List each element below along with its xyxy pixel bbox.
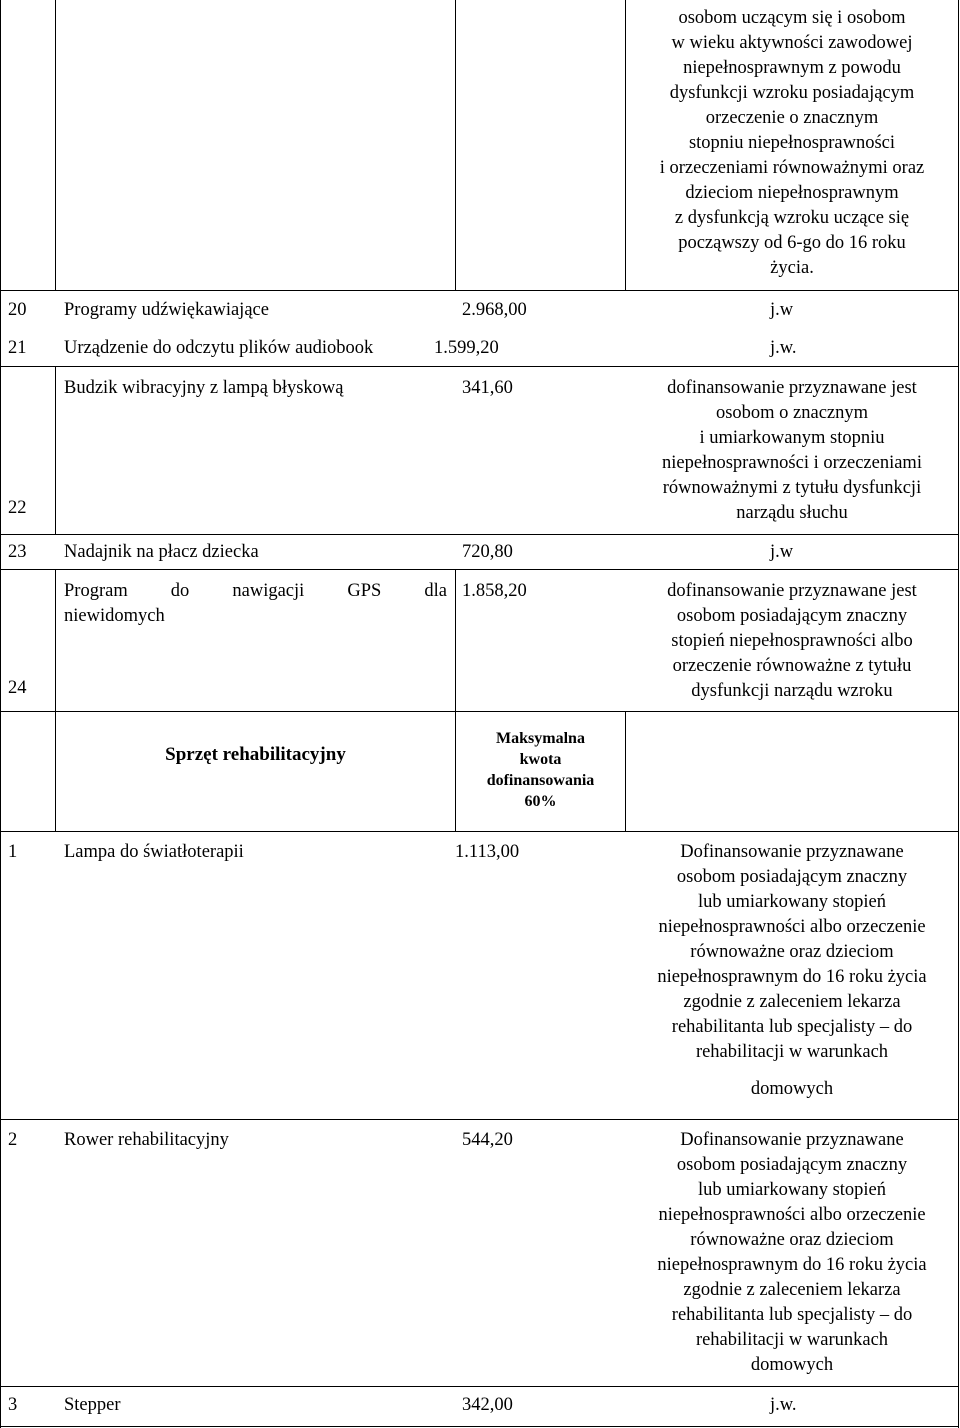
rehab-3-note: j.w. <box>770 1395 797 1415</box>
text-line: stopień niepełnosprawności albo <box>671 631 913 651</box>
text-line: począwszy od 6-go do 16 roku <box>678 233 906 253</box>
row-21-note: j.w. <box>770 338 797 358</box>
row-24-number: 24 <box>8 678 27 698</box>
text-line: osobom posiadającym znaczny <box>676 606 908 626</box>
text-line: Dofinansowanie przyznawane <box>680 1130 904 1150</box>
col-num-divider-top <box>55 0 56 290</box>
row-23-number: 23 <box>8 542 27 562</box>
text-line: lub umiarkowany stopień <box>697 1180 887 1200</box>
rehab-3-amount: 342,00 <box>462 1395 513 1415</box>
rehab-1-amount: 1.113,00 <box>455 842 520 862</box>
row-19-description <box>628 6 956 281</box>
col-name-divider-top <box>455 0 456 290</box>
rehab-1-number: 1 <box>8 842 18 862</box>
row-divider-24 <box>0 711 959 712</box>
col-num-divider-22 <box>55 366 56 534</box>
text-line: rehabilitacji w warunkach <box>695 1330 889 1350</box>
row-24-name-line1: Program do nawigacji GPS dla <box>64 581 447 601</box>
text-line: rehabilitanta lub specjalisty – do <box>671 1305 913 1325</box>
rehab-3-number: 3 <box>8 1395 18 1415</box>
rehab-2-number: 2 <box>8 1130 18 1150</box>
text-line: osobom o znacznym <box>715 403 869 423</box>
text-line: osobom uczącym się i osobom <box>678 8 906 28</box>
row-20-amount: 2.968,00 <box>462 300 527 320</box>
table-left-border <box>0 0 1 1428</box>
text-line: zgodnie z zaleceniem lekarza <box>683 1280 901 1300</box>
row-22-number: 22 <box>8 498 27 518</box>
row-24-description <box>628 579 956 704</box>
row-divider-23 <box>0 569 959 570</box>
table-bottom-border <box>0 1426 959 1427</box>
row-20-name: Programy udźwiękawiające <box>64 300 269 320</box>
text-line: dysfunkcji wzroku posiadającym <box>669 83 915 103</box>
row-21-number: 21 <box>8 338 27 358</box>
text-line: narządu słuchu <box>736 503 848 523</box>
text-line: orzeczenie równoważne z tytułu <box>672 656 912 676</box>
section-header-divider <box>0 831 959 832</box>
text-line: domowych <box>750 1355 834 1375</box>
table-right-border <box>958 0 959 1428</box>
row-23-amount: 720,80 <box>462 542 513 562</box>
text-line: dzieciom niepełnosprawnym <box>685 183 899 203</box>
row-divider-22 <box>0 534 959 535</box>
max-amount-header <box>456 728 625 812</box>
row-23-name: Nadajnik na płacz dziecka <box>64 542 259 562</box>
row-22-name: Budzik wibracyjny z lampą błyskową <box>64 378 344 398</box>
text-line: dofinansowanie przyznawane jest <box>667 378 917 398</box>
text-line: równoważne oraz dzieciom <box>690 1230 894 1250</box>
row-22-description <box>628 376 956 526</box>
text-line: rehabilitanta lub specjalisty – do <box>671 1017 913 1037</box>
text-line: rehabilitacji w warunkach <box>695 1042 889 1062</box>
rehab-row-divider-1 <box>0 1119 959 1120</box>
row-23-note: j.w <box>770 542 794 562</box>
row-22-amount: 341,60 <box>462 378 513 398</box>
col-amount-divider-top <box>625 0 626 290</box>
col-amount-divider-section <box>625 711 626 831</box>
row-20-note: j.w <box>770 300 794 320</box>
text-line: z dysfunkcją wzroku uczące się <box>674 208 910 228</box>
text-line: niepełnosprawnym do 16 roku życia <box>657 967 927 987</box>
rehab-3-name: Stepper <box>64 1395 121 1415</box>
text-line: zgodnie z zaleceniem lekarza <box>683 992 901 1012</box>
text-line: równoważnymi z tytułu dysfunkcji <box>662 478 922 498</box>
text-line: w wieku aktywności zawodowej <box>671 33 913 53</box>
rehab-1-description <box>628 840 956 1065</box>
text-line: kwota <box>519 751 562 768</box>
row-24-name-line2: niewidomych <box>64 606 165 626</box>
row-divider-19 <box>0 290 959 291</box>
text-line: niepełnosprawnym do 16 roku życia <box>657 1255 927 1275</box>
col-name-divider-24 <box>455 569 456 711</box>
section-title: Sprzęt rehabilitacyjny <box>165 744 346 765</box>
text-line: i umiarkowanym stopniu <box>699 428 885 448</box>
row-20-number: 20 <box>8 300 27 320</box>
text-line: niepełnosprawności albo orzeczenie <box>658 917 926 937</box>
rehab-1-description-tail: domowych <box>750 1079 834 1099</box>
rehab-1-name: Lampa do światłoterapii <box>64 842 244 862</box>
text-line: i orzeczeniami równoważnymi oraz <box>659 158 925 178</box>
text-line: 60% <box>524 793 557 810</box>
text-line: niepełnosprawności i orzeczeniami <box>662 453 922 473</box>
rehab-2-description <box>628 1128 956 1378</box>
text-line: lub umiarkowany stopień <box>697 892 887 912</box>
rehab-2-name: Rower rehabilitacyjny <box>64 1130 229 1150</box>
text-line: równoważne oraz dzieciom <box>690 942 894 962</box>
text-line: stopniu niepełnosprawności <box>688 133 896 153</box>
row-21-name: Urządzenie do odczytu plików audiobook <box>64 338 374 358</box>
text-line: dysfunkcji narządu wzroku <box>691 681 893 701</box>
text-line: niepełnosprawnym z powodu <box>683 58 901 78</box>
rehab-2-amount: 544,20 <box>462 1130 513 1150</box>
row-divider-21 <box>0 366 959 367</box>
col-num-divider-section <box>55 711 56 831</box>
text-line: osobom posiadającym znaczny <box>676 867 908 887</box>
text-line: dofinansowania <box>486 772 595 789</box>
col-num-divider-24 <box>55 569 56 711</box>
text-line: niepełnosprawności albo orzeczenie <box>658 1205 926 1225</box>
text-line: Maksymalna <box>496 730 585 747</box>
text-line: dofinansowanie przyznawane jest <box>667 581 917 601</box>
text-line: orzeczenie o znacznym <box>705 108 879 128</box>
text-line: osobom posiadającym znaczny <box>676 1155 908 1175</box>
row-24-amount: 1.858,20 <box>462 581 527 601</box>
text-line: życia. <box>770 258 814 278</box>
row-21-amount: 1.599,20 <box>434 338 499 358</box>
text-line: Dofinansowanie przyznawane <box>680 842 904 862</box>
rehab-row-divider-2 <box>0 1386 959 1387</box>
